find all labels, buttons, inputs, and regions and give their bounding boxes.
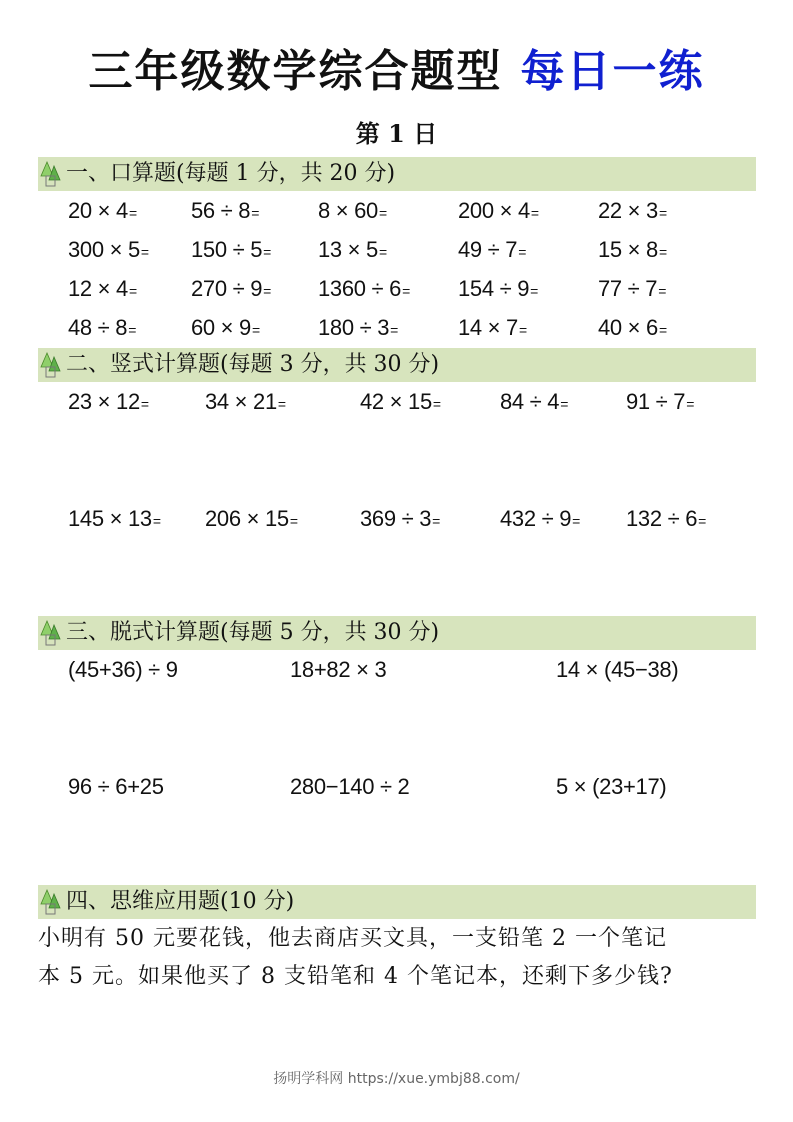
problem: 12 × 4=: [68, 276, 137, 301]
problem: 91 ÷ 7=: [626, 389, 695, 414]
vertical-row-2: [0, 501, 793, 537]
stepwise-row-2: [0, 769, 793, 805]
tree-icon: [40, 888, 62, 916]
vertical-row-1: [0, 384, 793, 420]
problem: 5 × (23+17): [556, 774, 667, 799]
title-accent: 每日一练: [520, 46, 705, 97]
problem: 300 × 5=: [68, 237, 149, 262]
section-4-heading: 四、思维应用题(10 分): [66, 889, 295, 914]
problem: 206 × 15=: [205, 506, 298, 531]
title-main: 三年级数学综合题型: [88, 46, 503, 97]
oral-row-3: [0, 271, 793, 307]
problem: 48 ÷ 8=: [68, 315, 137, 340]
section-1-banner: [38, 157, 756, 191]
oral-row-1: [0, 193, 793, 229]
problem: 42 × 15=: [360, 389, 441, 414]
problem: 84 ÷ 4=: [500, 389, 569, 414]
oral-row-4: [0, 310, 793, 346]
day-label: 第 1 日: [355, 119, 438, 148]
problem: 154 ÷ 9=: [458, 276, 539, 301]
problem: 200 × 4=: [458, 198, 539, 223]
section-2-banner: [38, 348, 756, 382]
problem: 13 × 5=: [318, 237, 387, 262]
problem: 49 ÷ 7=: [458, 237, 527, 262]
section-1-heading: 一、口算题(每题 1 分，共 20 分): [66, 161, 396, 186]
footer-watermark: 扬明学科网 https://xue.ymbj88.com/: [273, 1071, 520, 1087]
problem: 280−140 ÷ 2: [290, 774, 410, 799]
problem: 96 ÷ 6+25: [68, 774, 164, 799]
problem: 34 × 21=: [205, 389, 286, 414]
problem: 432 ÷ 9=: [500, 506, 581, 531]
problem: 369 ÷ 3=: [360, 506, 441, 531]
problem: 145 × 13=: [68, 506, 161, 531]
problem: 60 × 9=: [191, 315, 260, 340]
problem: 20 × 4=: [68, 198, 137, 223]
section-3-heading: 三、脱式计算题(每题 5 分，共 30 分): [66, 620, 440, 645]
tree-icon: [40, 351, 62, 379]
stepwise-row-1: [0, 652, 793, 688]
oral-row-2: [0, 232, 793, 268]
problem: 23 × 12=: [68, 389, 149, 414]
page-title: [0, 42, 793, 102]
tree-icon: [40, 160, 62, 188]
section-2-heading: 二、竖式计算题(每题 3 分，共 30 分): [66, 352, 440, 377]
problem: (45+36) ÷ 9: [68, 657, 178, 682]
problem: 150 ÷ 5=: [191, 237, 272, 262]
problem: 77 ÷ 7=: [598, 276, 667, 301]
problem: 14 × (45−38): [556, 657, 679, 682]
tree-icon: [40, 619, 62, 647]
word-problem-line-2: 本 5 元。如果他买了 8 支铅笔和 4 个笔记本，还剩下多少钱?: [38, 964, 673, 989]
section-3-banner: [38, 616, 756, 650]
problem: 22 × 3=: [598, 198, 667, 223]
problem: 270 ÷ 9=: [191, 276, 272, 301]
problem: 56 ÷ 8=: [191, 198, 260, 223]
problem: 132 ÷ 6=: [626, 506, 707, 531]
section-4-banner: [38, 885, 756, 919]
problem: 180 ÷ 3=: [318, 315, 399, 340]
problem: 15 × 8=: [598, 237, 667, 262]
problem: 18+82 × 3: [290, 657, 387, 682]
word-problem-line-1: 小明有 50 元要花钱，他去商店买文具，一支铅笔 2 一个笔记: [38, 926, 667, 951]
problem: 1360 ÷ 6=: [318, 276, 410, 301]
problem: 8 × 60=: [318, 198, 387, 223]
problem: 14 × 7=: [458, 315, 527, 340]
problem: 40 × 6=: [598, 315, 667, 340]
